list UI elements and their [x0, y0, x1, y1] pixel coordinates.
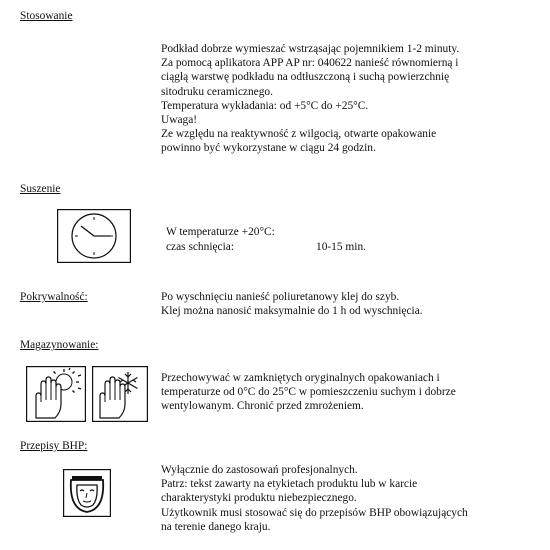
text-line: sitodruku ceramicznego.: [161, 85, 273, 98]
text-line: Wyłącznie do zastosowań profesjonalnych.: [161, 464, 358, 476]
section-heading-magazynowanie: Magazynowanie:: [20, 339, 99, 351]
text-line: Uwaga!: [161, 114, 198, 127]
suszenie-time-label: czas schnięcia:: [166, 241, 234, 253]
text-line: Za pomocą aplikatora APP AP nr: 040622 nanieść równomierną i: [161, 57, 459, 70]
suszenie-temperature: W temperaturze +20°C:: [166, 226, 275, 238]
text-line: Klej można nanosić maksymalnie do 1 h od wyschnięcia.: [161, 305, 423, 318]
bhp-text: [161, 463, 468, 534]
text-line: Po wyschnięciu nanieść poliuretanowy klej do szyb.: [161, 291, 400, 303]
suszenie-time-value: 10-15 min.: [316, 241, 366, 253]
clock-icon: [57, 209, 131, 263]
pokrywalnosc-text: [161, 290, 423, 318]
text-line: Użytkownik musi stosować się do przepisów BHP obowiązujących: [161, 506, 468, 519]
section-heading-pokrywalnosc: Pokrywalność:: [20, 291, 88, 303]
text-line: temperaturze od 0°C do 25°C w pomieszczeniu suchym i dobrze: [161, 386, 456, 399]
protect-from-frost-icon: [92, 366, 148, 422]
section-heading-stosowanie: Stosowanie: [20, 10, 73, 22]
text-line: ciągłą warstwę podkładu na odtłuszczoną i suchą powierzchnię: [161, 71, 450, 84]
text-line: na terenie danego kraju.: [161, 520, 271, 533]
text-line: Przechowywać w zamkniętych oryginalnych opakowaniach i: [161, 372, 440, 384]
section-heading-bhp: Przepisy BHP:: [20, 440, 88, 452]
text-line: Temperatura wykładania: od +5°C do +25°C.: [161, 99, 369, 112]
text-line: wentylowanym. Chronić przed zmrożeniem.: [161, 400, 364, 413]
text-line: charakterystyki produktu niebezpiecznego.: [161, 492, 357, 505]
text-line: Ze względu na reaktywność z wilgocią, otwarte opakowanie: [161, 128, 437, 141]
text-line: powinno być wykorzystane w ciągu 24 godzin.: [161, 142, 376, 155]
magazynowanie-text: [161, 371, 456, 414]
text-line: Podkład dobrze wymieszać wstrząsając pojemnikiem 1-2 minuty.: [161, 43, 460, 55]
stosowanie-text: [161, 42, 459, 156]
face-shield-icon: [63, 469, 111, 517]
keep-away-from-sunlight-icon: [26, 366, 86, 422]
section-heading-suszenie: Suszenie: [20, 183, 61, 195]
text-line: Patrz: tekst zawarty na etykietach produktu lub w karcie: [161, 478, 418, 491]
